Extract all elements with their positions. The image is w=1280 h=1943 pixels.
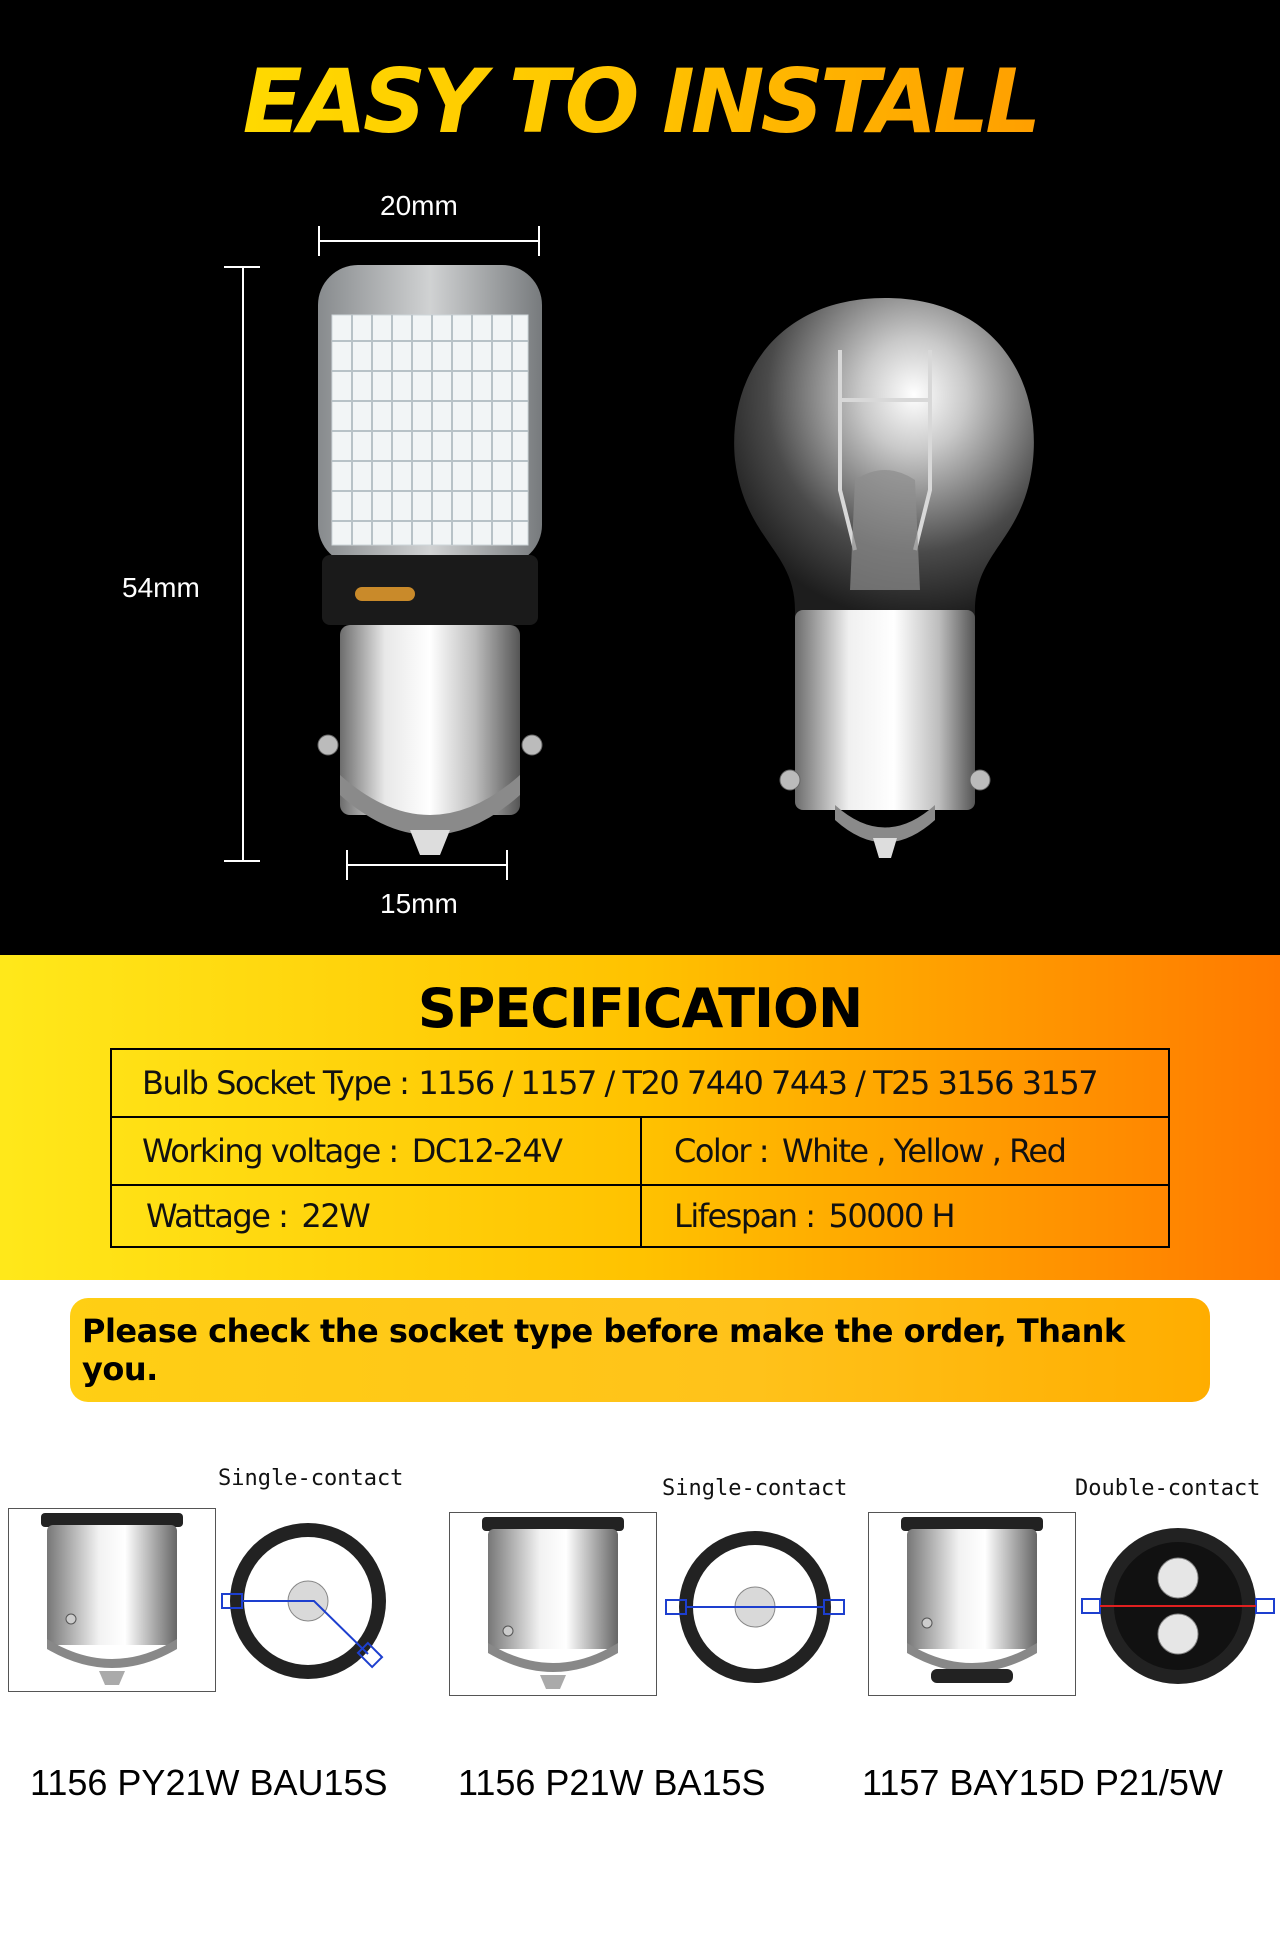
socket-2-contact-type: Single-contact [662, 1476, 848, 1501]
socket-3-bottom-view [1078, 1520, 1278, 1698]
dimension-line-top [318, 240, 540, 242]
socket-3-code: 1157 BAY15D P21/5W [862, 1762, 1223, 1803]
socket-2-side-image [449, 1512, 657, 1696]
specification-section [0, 955, 1280, 1280]
specification-table [110, 1048, 1170, 1248]
socket-1-contact-type: Single-contact [218, 1466, 404, 1491]
spec-color-value: White , Yellow , Red [782, 1132, 1066, 1170]
spec-voltage-label: Working voltage : [142, 1132, 398, 1170]
spec-wattage [146, 1186, 636, 1246]
spec-voltage [142, 1118, 632, 1184]
socket-3-contact-type: Double-contact [1075, 1476, 1261, 1501]
spec-row-socket [112, 1050, 1168, 1118]
dimension-line-height [242, 266, 244, 862]
dimension-width-top: 20mm [380, 190, 458, 221]
socket-3-side-image [868, 1512, 1076, 1696]
spec-lifespan-value: 50000 H [828, 1197, 955, 1235]
socket-1-code: 1156 PY21W BAU15S [30, 1762, 388, 1803]
spec-color-label: Color : [674, 1132, 768, 1170]
notice-text: Please check the socket type before make the order, Thank you. [82, 1312, 1125, 1388]
hero-section [0, 0, 1280, 955]
socket-1-side-image [8, 1508, 216, 1692]
spec-table-divider [640, 1118, 642, 1246]
hero-title: EASY TO INSTALL [0, 52, 1280, 152]
spec-socket [142, 1050, 1152, 1116]
spec-voltage-value: DC12-24V [411, 1132, 562, 1170]
dimension-height: 54mm [122, 572, 200, 603]
specification-title: SPECIFICATION [417, 977, 863, 1040]
socket-2-bottom-view [660, 1525, 850, 1695]
spec-lifespan-label: Lifespan : [674, 1197, 815, 1235]
notice-banner [70, 1298, 1210, 1402]
spec-color [674, 1118, 1164, 1184]
spec-socket-label: Bulb Socket Type : [142, 1064, 409, 1102]
socket-1-bottom-view [218, 1516, 398, 1691]
spec-lifespan [674, 1186, 1164, 1246]
incandescent-bulb-image [715, 290, 1055, 870]
spec-socket-value: 1156 / 1157 / T20 7440 7443 / T25 3156 3157 [418, 1064, 1098, 1102]
socket-2-code: 1156 P21W BA15S [458, 1762, 766, 1803]
dimension-width-base: 15mm [380, 888, 458, 919]
led-bulb-image [300, 255, 560, 875]
spec-wattage-value: 22W [301, 1197, 370, 1235]
spec-wattage-label: Wattage : [146, 1197, 288, 1235]
